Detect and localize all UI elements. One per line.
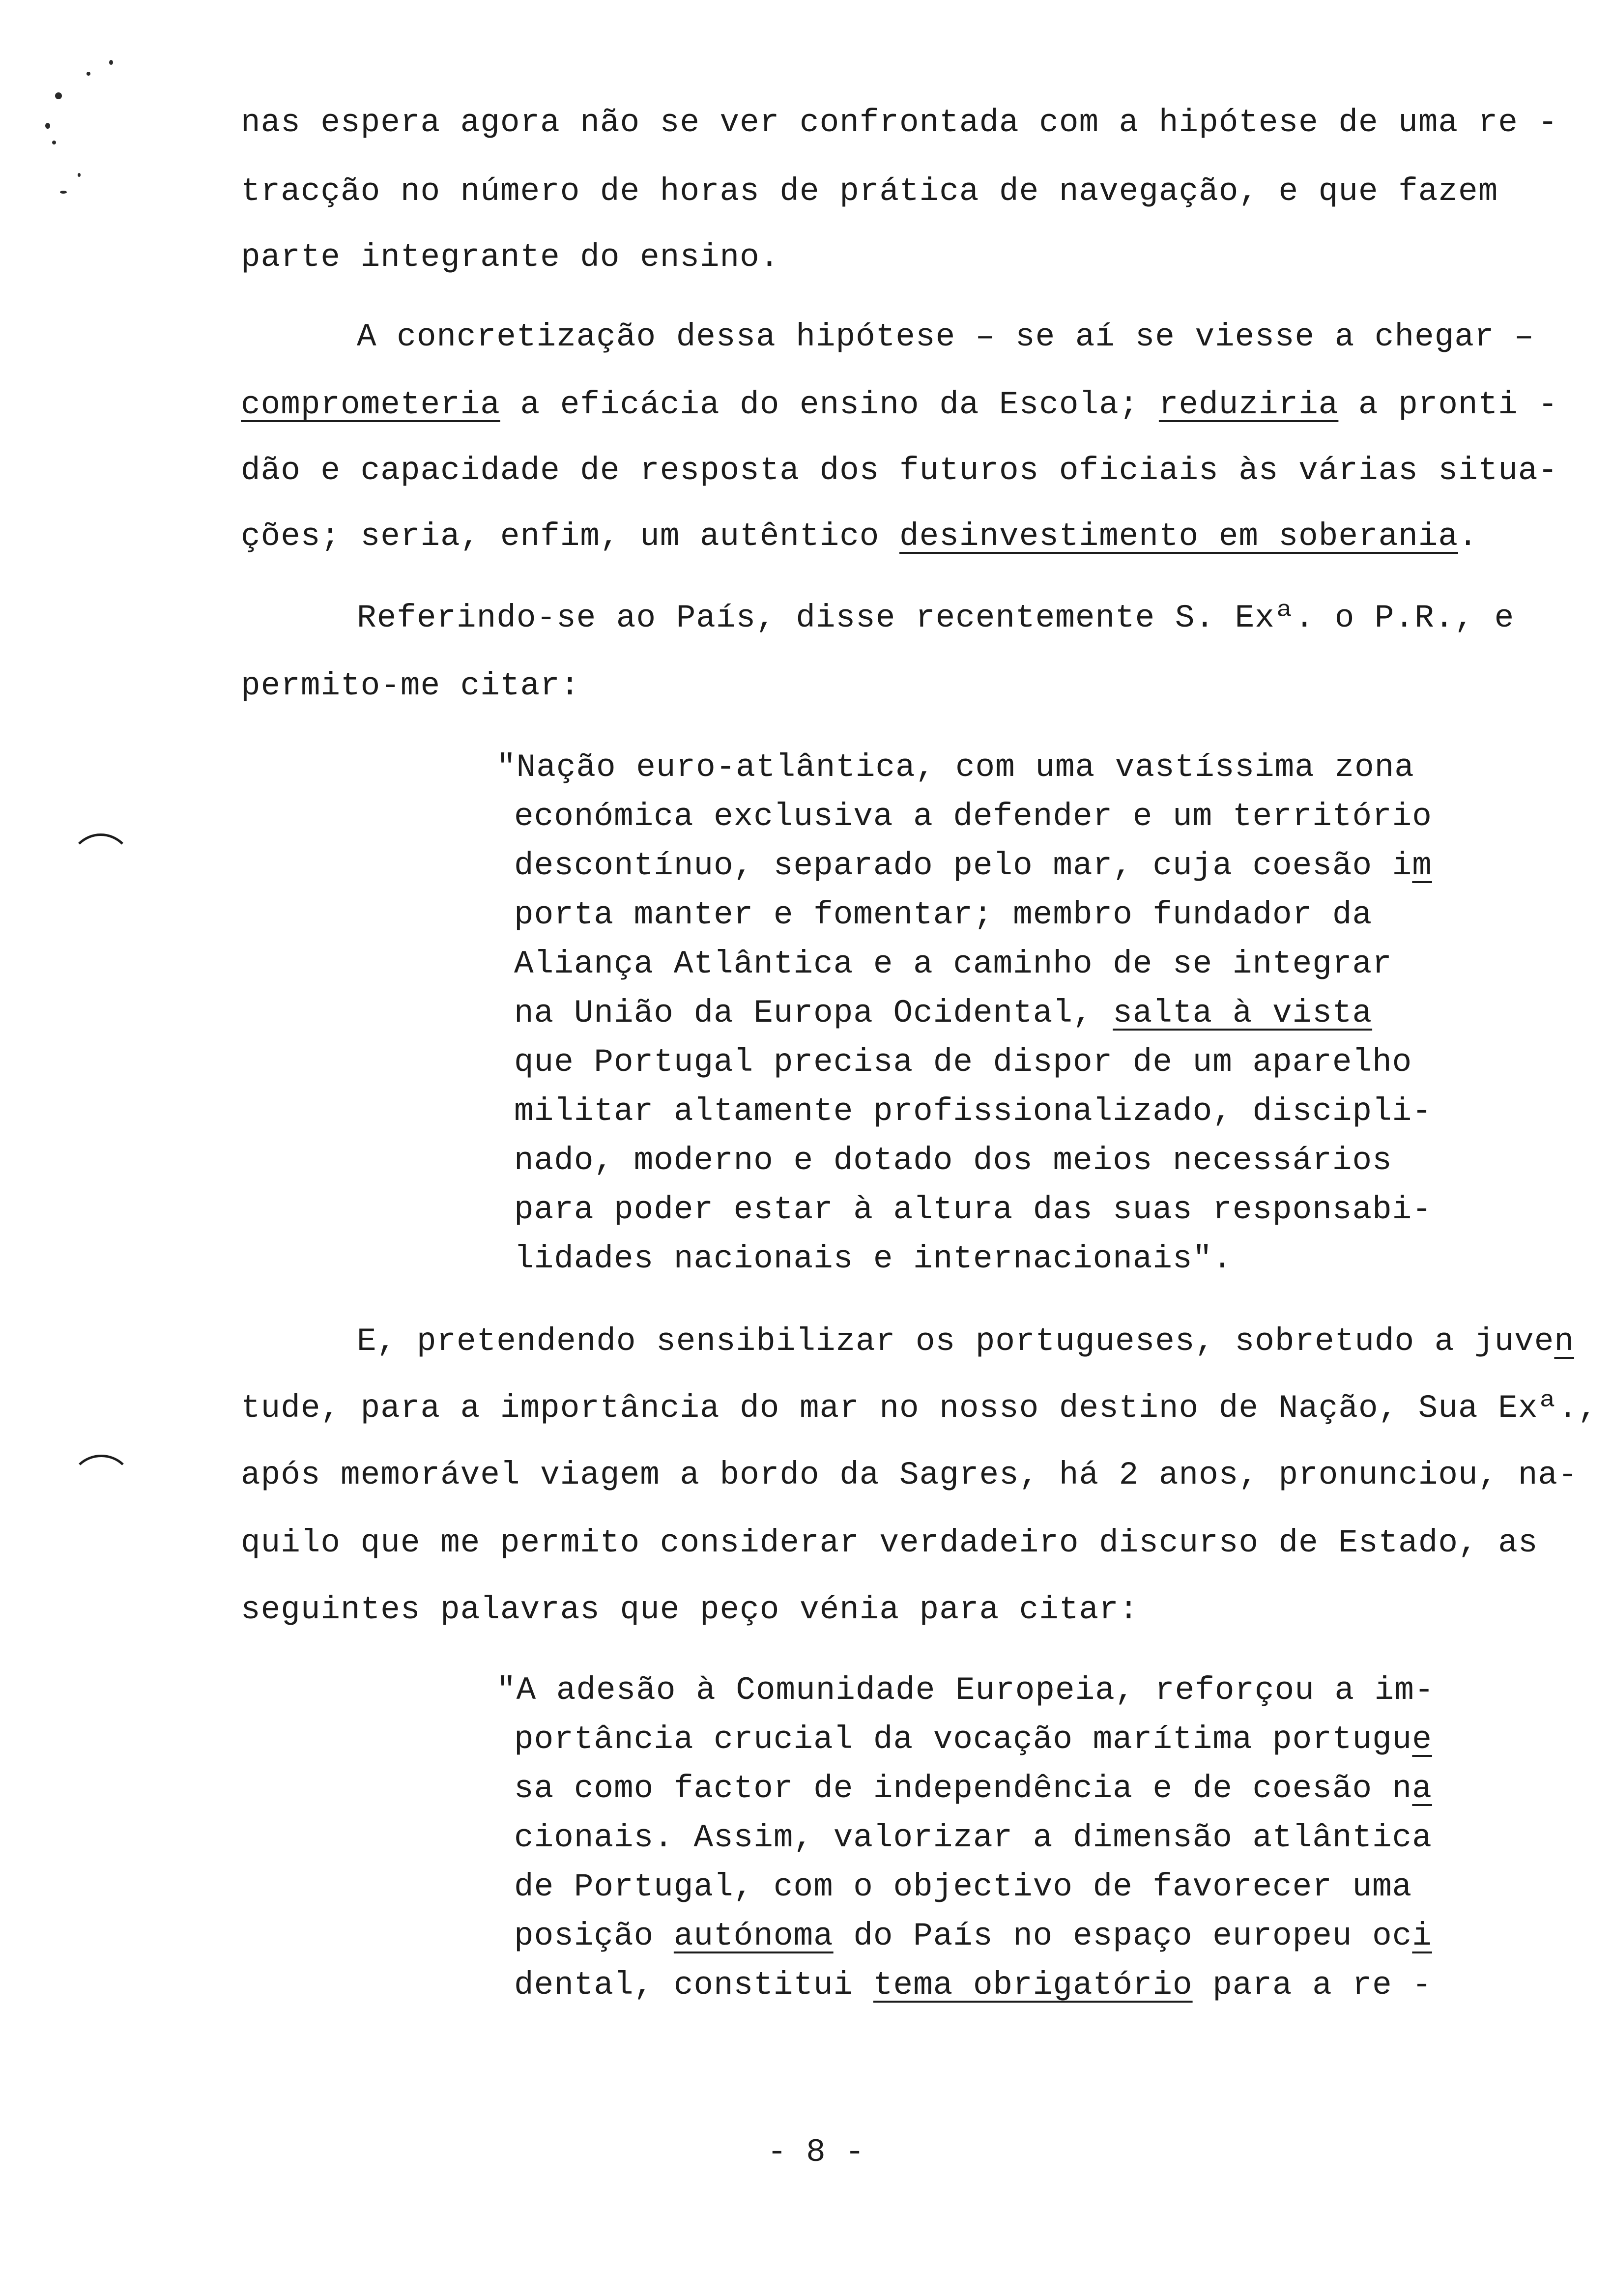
underlined-phrase: i xyxy=(1412,1918,1432,1954)
quote-2-line-4: cionais. Assim, valorizar a dimensão atlântica xyxy=(514,1819,1432,1856)
quote-1-line-5: Aliança Atlântica e a caminho de se integrar xyxy=(514,946,1392,982)
text-span: do País no espaço europeu oc xyxy=(833,1918,1412,1954)
underlined-phrase: a xyxy=(1412,1770,1432,1807)
paragraph-4-line-5: seguintes palavras que peço vénia para citar: xyxy=(241,1591,1139,1628)
quote-1-line-1: "Nação euro-atlântica, com uma vastíssima zona xyxy=(496,749,1414,786)
quote-2-line-1: "A adesão à Comunidade Europeia, reforçou a im- xyxy=(496,1672,1435,1709)
quote-2-line-7 xyxy=(514,1966,1432,2005)
paragraph-4-line-2: tude, para a importância do mar no nosso destino de Nação, Sua Exª., xyxy=(241,1390,1598,1427)
underlined-phrase: desinvestimento em soberania xyxy=(899,518,1458,555)
quote-1-line-11: lidades nacionais e internacionais". xyxy=(514,1240,1233,1277)
paragraph-4-line-4: quilo que me permito considerar verdadeiro discurso de Estado, as xyxy=(241,1524,1538,1561)
quote-1-line-10: para poder estar à altura das suas responsabi- xyxy=(514,1191,1432,1228)
quote-1-line-4: porta manter e fomentar; membro fundador da xyxy=(514,896,1373,933)
quote-1-line-3 xyxy=(514,846,1432,886)
paragraph-3-line-2: permito-me citar: xyxy=(241,667,580,704)
scan-speck xyxy=(45,123,50,129)
paragraph-2-line-2 xyxy=(241,385,1558,425)
binder-hole-mark xyxy=(70,1455,133,1514)
quote-2-line-5: de Portugal, com o objectivo de favorecer uma xyxy=(514,1868,1412,1905)
text-span: descontínuo, separado pelo mar, cuja coesão i xyxy=(514,847,1412,884)
paragraph-4-line-3: após memorável viagem a bordo da Sagres, há 2 anos, pronunciou, na- xyxy=(241,1457,1578,1493)
paragraph-2-line-1: A concretização dessa hipótese – se aí se viesse a chegar – xyxy=(357,318,1534,355)
paragraph-1-line-3: parte integrante do ensino. xyxy=(241,239,780,276)
underlined-phrase: autónoma xyxy=(673,1918,834,1954)
quote-1-line-9: nado, moderno e dotado dos meios necessários xyxy=(514,1142,1392,1179)
text-span: sa como factor de independência e de coesão n xyxy=(514,1770,1412,1807)
underlined-phrase: salta à vista xyxy=(1113,995,1373,1032)
paragraph-3-line-1: Referindo-se ao País, disse recentemente S. Exª. o P.R., e xyxy=(357,600,1515,636)
quote-1-line-8: militar altamente profissionalizado, discipli- xyxy=(514,1093,1432,1130)
underlined-phrase: tema obrigatório xyxy=(873,1967,1193,2004)
text-span: para a re - xyxy=(1192,1967,1432,2004)
text-span: . xyxy=(1458,518,1478,555)
underlined-phrase: n xyxy=(1554,1323,1574,1360)
text-span: a pronti - xyxy=(1338,386,1558,423)
scan-speck xyxy=(55,92,62,99)
text-span: dental, constitui xyxy=(514,1967,873,2004)
text-span: ções; seria, enfim, um autêntico xyxy=(241,518,900,555)
text-span: na União da Europa Ocidental, xyxy=(514,995,1113,1032)
paragraph-4-line-1 xyxy=(357,1322,1574,1361)
underlined-phrase: reduziria xyxy=(1158,386,1339,423)
quote-2-line-2 xyxy=(514,1720,1432,1759)
page-number: - 8 - xyxy=(767,2134,865,2171)
scan-speck xyxy=(52,141,56,144)
underlined-phrase: m xyxy=(1412,847,1432,884)
paragraph-2-line-3: dão e capacidade de resposta dos futuros oficiais às várias situa- xyxy=(241,452,1558,489)
scan-speck xyxy=(78,173,81,177)
quote-1-line-2: económica exclusiva a defender e um território xyxy=(514,798,1432,835)
scan-speck xyxy=(60,191,67,194)
paragraph-1-line-1: nas espera agora não se ver confrontada com a hipótese de uma re - xyxy=(241,104,1558,141)
quote-2-line-6 xyxy=(514,1917,1432,1956)
paragraph-1-line-2: tracção no número de horas de prática de navegação, e que fazem xyxy=(241,173,1498,210)
text-span: E, pretendendo sensibilizar os portugueses, sobretudo a juve xyxy=(357,1323,1554,1360)
scan-speck xyxy=(86,72,90,76)
text-span: posição xyxy=(514,1918,674,1954)
paragraph-2-line-4 xyxy=(241,517,1538,556)
underlined-phrase: e xyxy=(1412,1721,1432,1758)
text-span: portância crucial da vocação marítima portugu xyxy=(514,1721,1412,1758)
quote-1-line-7: que Portugal precisa de dispor de um aparelho xyxy=(514,1044,1412,1081)
binder-hole-mark xyxy=(69,833,133,897)
scan-speck xyxy=(109,60,113,65)
underlined-phrase: comprometeria xyxy=(241,386,500,423)
quote-2-line-3 xyxy=(514,1769,1432,1808)
text-span: a eficácia do ensino da Escola; xyxy=(500,386,1159,423)
quote-1-line-6 xyxy=(514,994,1418,1033)
